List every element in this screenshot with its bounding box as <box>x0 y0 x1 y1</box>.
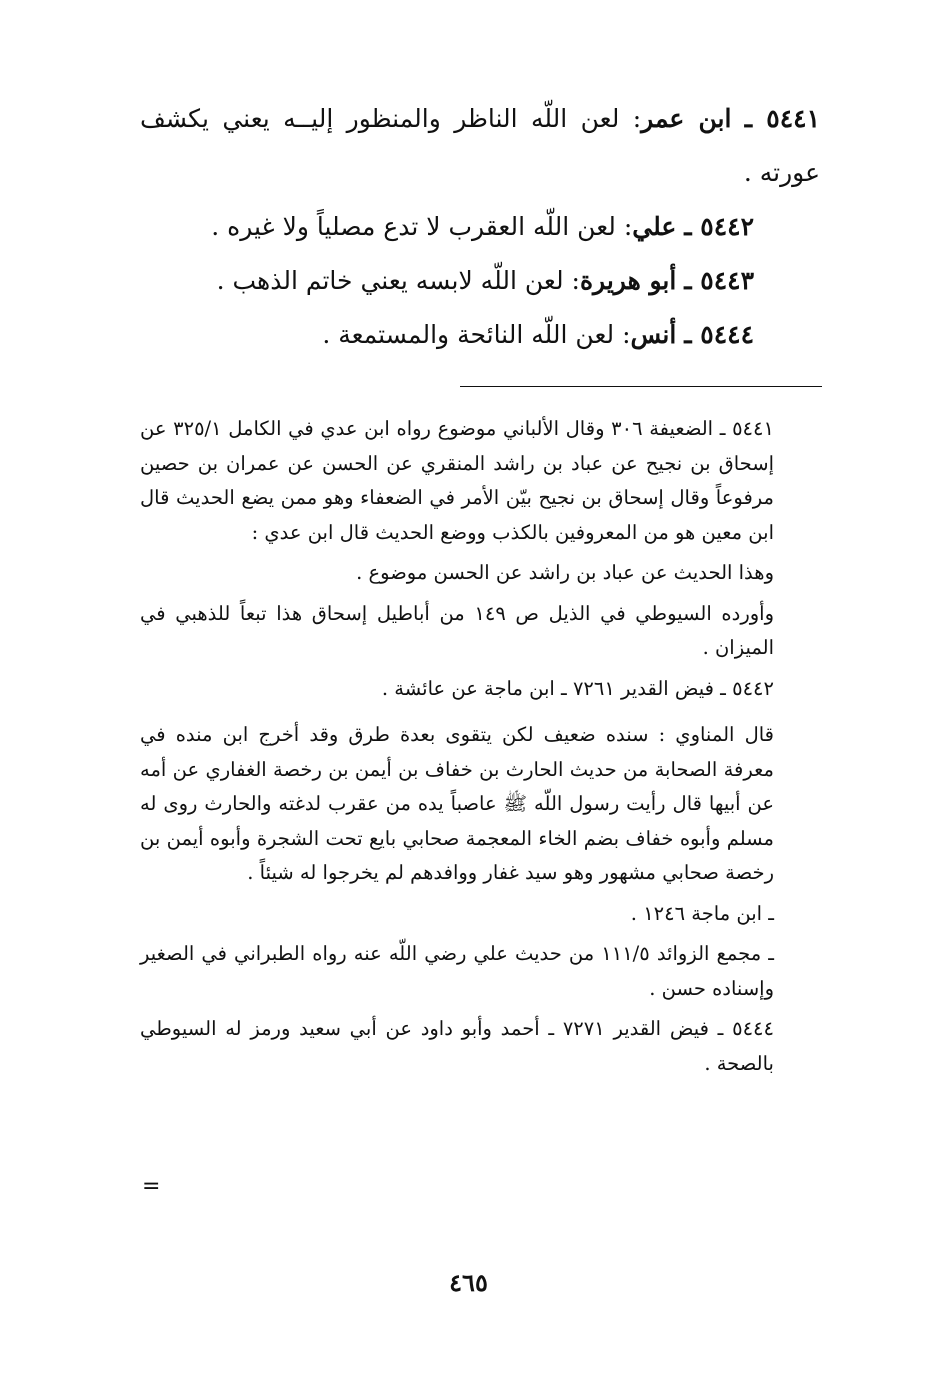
hadith-number: ٥٤٤١ ـ <box>744 104 820 133</box>
footnote-quote: وهذا الحديث عن عباد بن راشد عن الحسن موضوع . <box>356 561 774 584</box>
footnote-munawi: قال المناوي : سنده ضعيف لكن يتقوى بعدة طرق وقد أخرج ابن منده في معرفة الصحابة من حديث الحارث بن خفاف بن أيمن بن رخصة الغفاري عن أمه عن أبيها قال رأيت رسول اللّه ﷺ عاصباً يده من عقرب لدغته والحارث روى له مسلم وأبوه خفاف بضم الخاء المعجمة صحابي بايع تحت الشجرة وأبوه أيمن بن رخصة صحابي مشهور وهو سيد غفار ووافدهم لم يخرجوا له شيئاً . <box>140 723 774 884</box>
hadith-entry <box>140 200 820 254</box>
hadith-text: : لعن اللّه الناظر والمنظور إليــه يعني يكشف عورته . <box>140 104 820 187</box>
footnote-suyuti: وأورده السيوطي في الذيل ص ١٤٩ من أباطيل إسحاق هذا تبعاً للذهبي في الميزان . <box>140 601 774 659</box>
hadith-narrator: أنس <box>630 320 677 349</box>
footnote-ibn-majah: ـ ابن ماجة ١٢٤٦ . <box>630 901 774 925</box>
hadith-text: : لعن اللّه لابسه يعني خاتم الذهب . <box>216 266 580 295</box>
hadith-text: : لعن اللّه النائحة والمستمعة . <box>322 320 631 349</box>
page-number: ٤٦٥ <box>449 1268 488 1297</box>
hadith-entry <box>140 254 820 308</box>
hadith-text: : لعن اللّه العقرب لا تدع مصلياً ولا غيره . <box>211 212 633 241</box>
hadith-narrator: أبو هريرة <box>579 266 677 295</box>
hadith-narrator: ابن عمر <box>641 104 732 133</box>
hadith-number: ٥٤٤٣ ـ <box>684 266 754 295</box>
footnote-majma: ـ مجمع الزوائد ١١١/٥ من حديث علي رضي اللّه عنه رواه الطبراني في الصغير وإسناده حسن . <box>140 942 774 1000</box>
footnote-separator <box>460 386 822 387</box>
hadith-entry <box>140 92 820 200</box>
footnote-5441: ٥٤٤١ ـ الضعيفة ٣٠٦ وقال الألباني موضوع رواه ابن عدي في الكامل ٣٢٥/١ عن إسحاق بن نجيح عن عباد بن راشد المنقري عن الحسن عن عمران بن حصين مرفوعاً وقال إسحاق بن نجيح بيّن الأمر في الضعفاء وهو ممن يضع الحديث قال ابن معين هو من المعروفين بالكذب ووضع الحديث قال ابن عدي : <box>140 417 774 544</box>
footnote-5444: ٥٤٤٤ ـ فيض القدير ٧٢٧١ ـ أحمد وأبو داود عن أبي سعيد ورمز له السيوطي بالصحة . <box>140 1017 774 1075</box>
hadith-narrator: علي <box>632 212 677 241</box>
footnote-5442: ٥٤٤٢ ـ فيض القدير ٧٢٦١ ـ ابن ماجة عن عائشة . <box>381 676 774 700</box>
footnotes <box>140 412 830 1081</box>
hadith-entry <box>140 308 820 362</box>
hadith-number: ٥٤٤٢ ـ <box>684 212 754 241</box>
hadith-list <box>140 92 820 362</box>
hadith-number: ٥٤٤٤ ـ <box>684 320 754 349</box>
end-mark: = <box>142 1174 161 1199</box>
